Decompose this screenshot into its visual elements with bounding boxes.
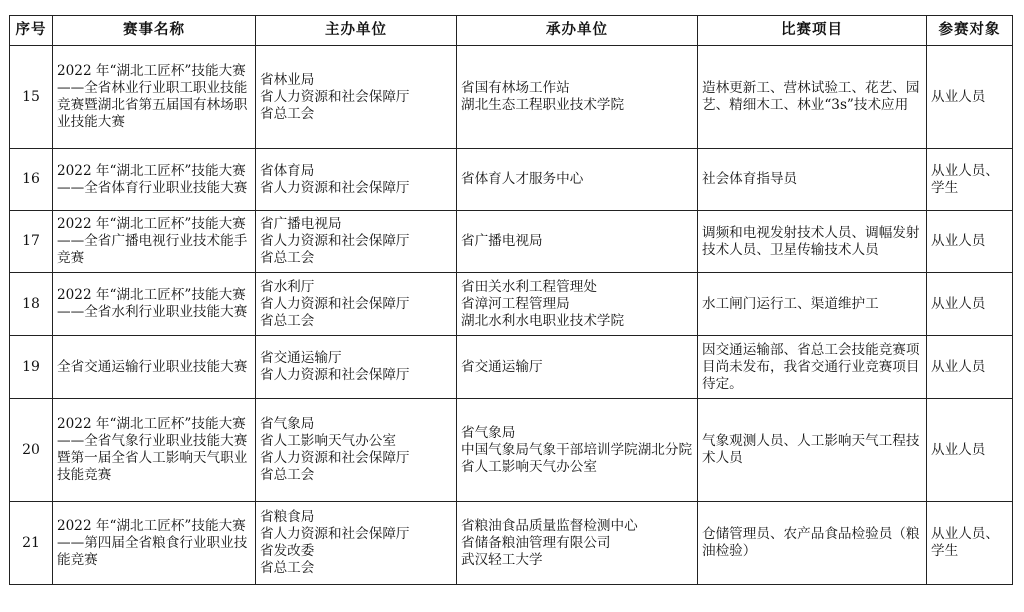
- organizer-line: 省体育局: [260, 162, 315, 179]
- row-events: 因交通运输部、省总工会技能竞赛项目尚未发布，我省交通行业竞赛项目待定。: [698, 336, 927, 399]
- row-events: 调频和电视发射技术人员、调幅发射技术人员、卫星传输技术人员: [698, 211, 927, 273]
- organizer-line: 省水利厅: [260, 278, 315, 295]
- organizer-line: 省人工影响天气办公室: [260, 433, 396, 449]
- row-participants: 从业人员: [927, 399, 1013, 502]
- organizer-line: 省总工会: [260, 560, 315, 576]
- table-row: [10, 211, 1013, 273]
- host-line: 省气象局: [461, 424, 516, 441]
- row-organizer: [256, 149, 457, 211]
- row-index: 17: [10, 211, 53, 273]
- table-row: [10, 336, 1013, 399]
- header-participants: 参赛对象: [927, 16, 1013, 46]
- row-host: [457, 336, 698, 399]
- row-events: 仓储管理员、农产品食品检验员（粮油检验）: [698, 502, 927, 585]
- table-row: [10, 149, 1013, 211]
- host-line: 省人工影响天气办公室: [461, 458, 597, 475]
- organizer-line: 省人力资源和社会保障厅: [260, 450, 410, 466]
- row-index: 19: [10, 336, 53, 399]
- host-line: 湖北水利水电职业技术学院: [461, 312, 625, 329]
- host-line: 武汉轻工大学: [461, 551, 543, 568]
- competition-table-container: [9, 15, 1013, 585]
- organizer-line: 省总工会: [260, 312, 315, 329]
- organizer-line: 省总工会: [260, 250, 315, 266]
- row-name: 2022 年“湖北工匠杯”技能大赛——全省广播电视行业技术能手竞赛: [53, 211, 256, 273]
- row-organizer: [256, 273, 457, 336]
- organizer-line: 省人力资源和社会保障厅: [260, 526, 410, 542]
- row-host: [457, 211, 698, 273]
- organizer-line: 省总工会: [260, 105, 315, 122]
- organizer-line: 省人力资源和社会保障厅: [260, 179, 410, 196]
- row-name: 2022 年“湖北工匠杯”技能大赛——全省林业行业职工职业技能竞赛暨湖北省第五届国有林场职业技能大赛: [53, 46, 256, 149]
- row-events: 气象观测人员、人工影响天气工程技术人员: [698, 399, 927, 502]
- row-participants: 从业人员: [927, 336, 1013, 399]
- table-row: [10, 502, 1013, 585]
- row-index: 20: [10, 399, 53, 502]
- row-host: [457, 46, 698, 149]
- organizer-line: 省人力资源和社会保障厅: [260, 233, 410, 249]
- host-line: 省交通运输厅: [461, 358, 543, 375]
- row-events: 社会体育指导员: [698, 149, 927, 211]
- row-participants: 从业人员: [927, 273, 1013, 336]
- host-line: 省储备粮油管理有限公司: [461, 534, 611, 551]
- organizer-line: 省广播电视局: [260, 216, 342, 232]
- row-organizer: [256, 502, 457, 585]
- organizer-line: 省人力资源和社会保障厅: [260, 295, 410, 312]
- row-host: [457, 502, 698, 585]
- host-line: 省田关水利工程管理处: [461, 278, 597, 295]
- organizer-line: 省林业局: [260, 71, 315, 88]
- header-row: [10, 16, 1013, 46]
- row-participants: 从业人员: [927, 46, 1013, 149]
- organizer-line: 省气象局: [260, 416, 315, 432]
- row-host: [457, 399, 698, 502]
- row-host: [457, 273, 698, 336]
- row-organizer: [256, 399, 457, 502]
- row-events: 造林更新工、营林试验工、花艺、园艺、精细木工、林业“3s”技术应用: [698, 46, 927, 149]
- table-row: [10, 273, 1013, 336]
- row-name: 2022 年“湖北工匠杯”技能大赛——第四届全省粮食行业职业技能竞赛: [53, 502, 256, 585]
- table-row: [10, 46, 1013, 149]
- competition-table: [9, 15, 1013, 585]
- header-host: 承办单位: [457, 16, 698, 46]
- row-host: [457, 149, 698, 211]
- organizer-line: 省人力资源和社会保障厅: [260, 367, 410, 383]
- row-index: 15: [10, 46, 53, 149]
- row-organizer: [256, 211, 457, 273]
- header-events: 比赛项目: [698, 16, 927, 46]
- host-line: 省国有林场工作站: [461, 80, 570, 96]
- host-line: 省体育人才服务中心: [461, 171, 584, 187]
- organizer-line: 省交通运输厅: [260, 350, 342, 366]
- row-index: 21: [10, 502, 53, 585]
- row-organizer: [256, 336, 457, 399]
- row-index: 16: [10, 149, 53, 211]
- host-line: 中国气象局气象干部培训学院湖北分院: [461, 441, 693, 458]
- row-name: 全省交通运输行业职业技能大赛: [53, 336, 256, 399]
- organizer-line: 省粮食局: [260, 509, 315, 525]
- organizer-line: 省人力资源和社会保障厅: [260, 88, 410, 105]
- host-line: 省漳河工程管理局: [461, 295, 570, 312]
- row-index: 18: [10, 273, 53, 336]
- row-events: 水工闸门运行工、渠道维护工: [698, 273, 927, 336]
- row-name: 2022 年“湖北工匠杯”技能大赛——全省气象行业职业技能大赛暨第一届全省人工影响天气职业技能竞赛: [53, 399, 256, 502]
- table-row: [10, 399, 1013, 502]
- row-name: 2022 年“湖北工匠杯”技能大赛——全省水利行业职业技能大赛: [53, 273, 256, 336]
- row-name: 2022 年“湖北工匠杯”技能大赛——全省体育行业职业技能大赛: [53, 149, 256, 211]
- row-participants: 从业人员: [927, 211, 1013, 273]
- organizer-line: 省发改委: [260, 543, 315, 559]
- header-organizer: 主办单位: [256, 16, 457, 46]
- row-participants: 从业人员、学生: [927, 149, 1013, 211]
- host-line: 省粮油食品质量监督检测中心: [461, 517, 638, 534]
- header-index: 序号: [10, 16, 53, 46]
- host-line: 湖北生态工程职业技术学院: [461, 97, 625, 113]
- header-name: 赛事名称: [53, 16, 256, 46]
- row-organizer: [256, 46, 457, 149]
- organizer-line: 省总工会: [260, 467, 315, 483]
- row-participants: 从业人员、学生: [927, 502, 1013, 585]
- host-line: 省广播电视局: [461, 233, 543, 249]
